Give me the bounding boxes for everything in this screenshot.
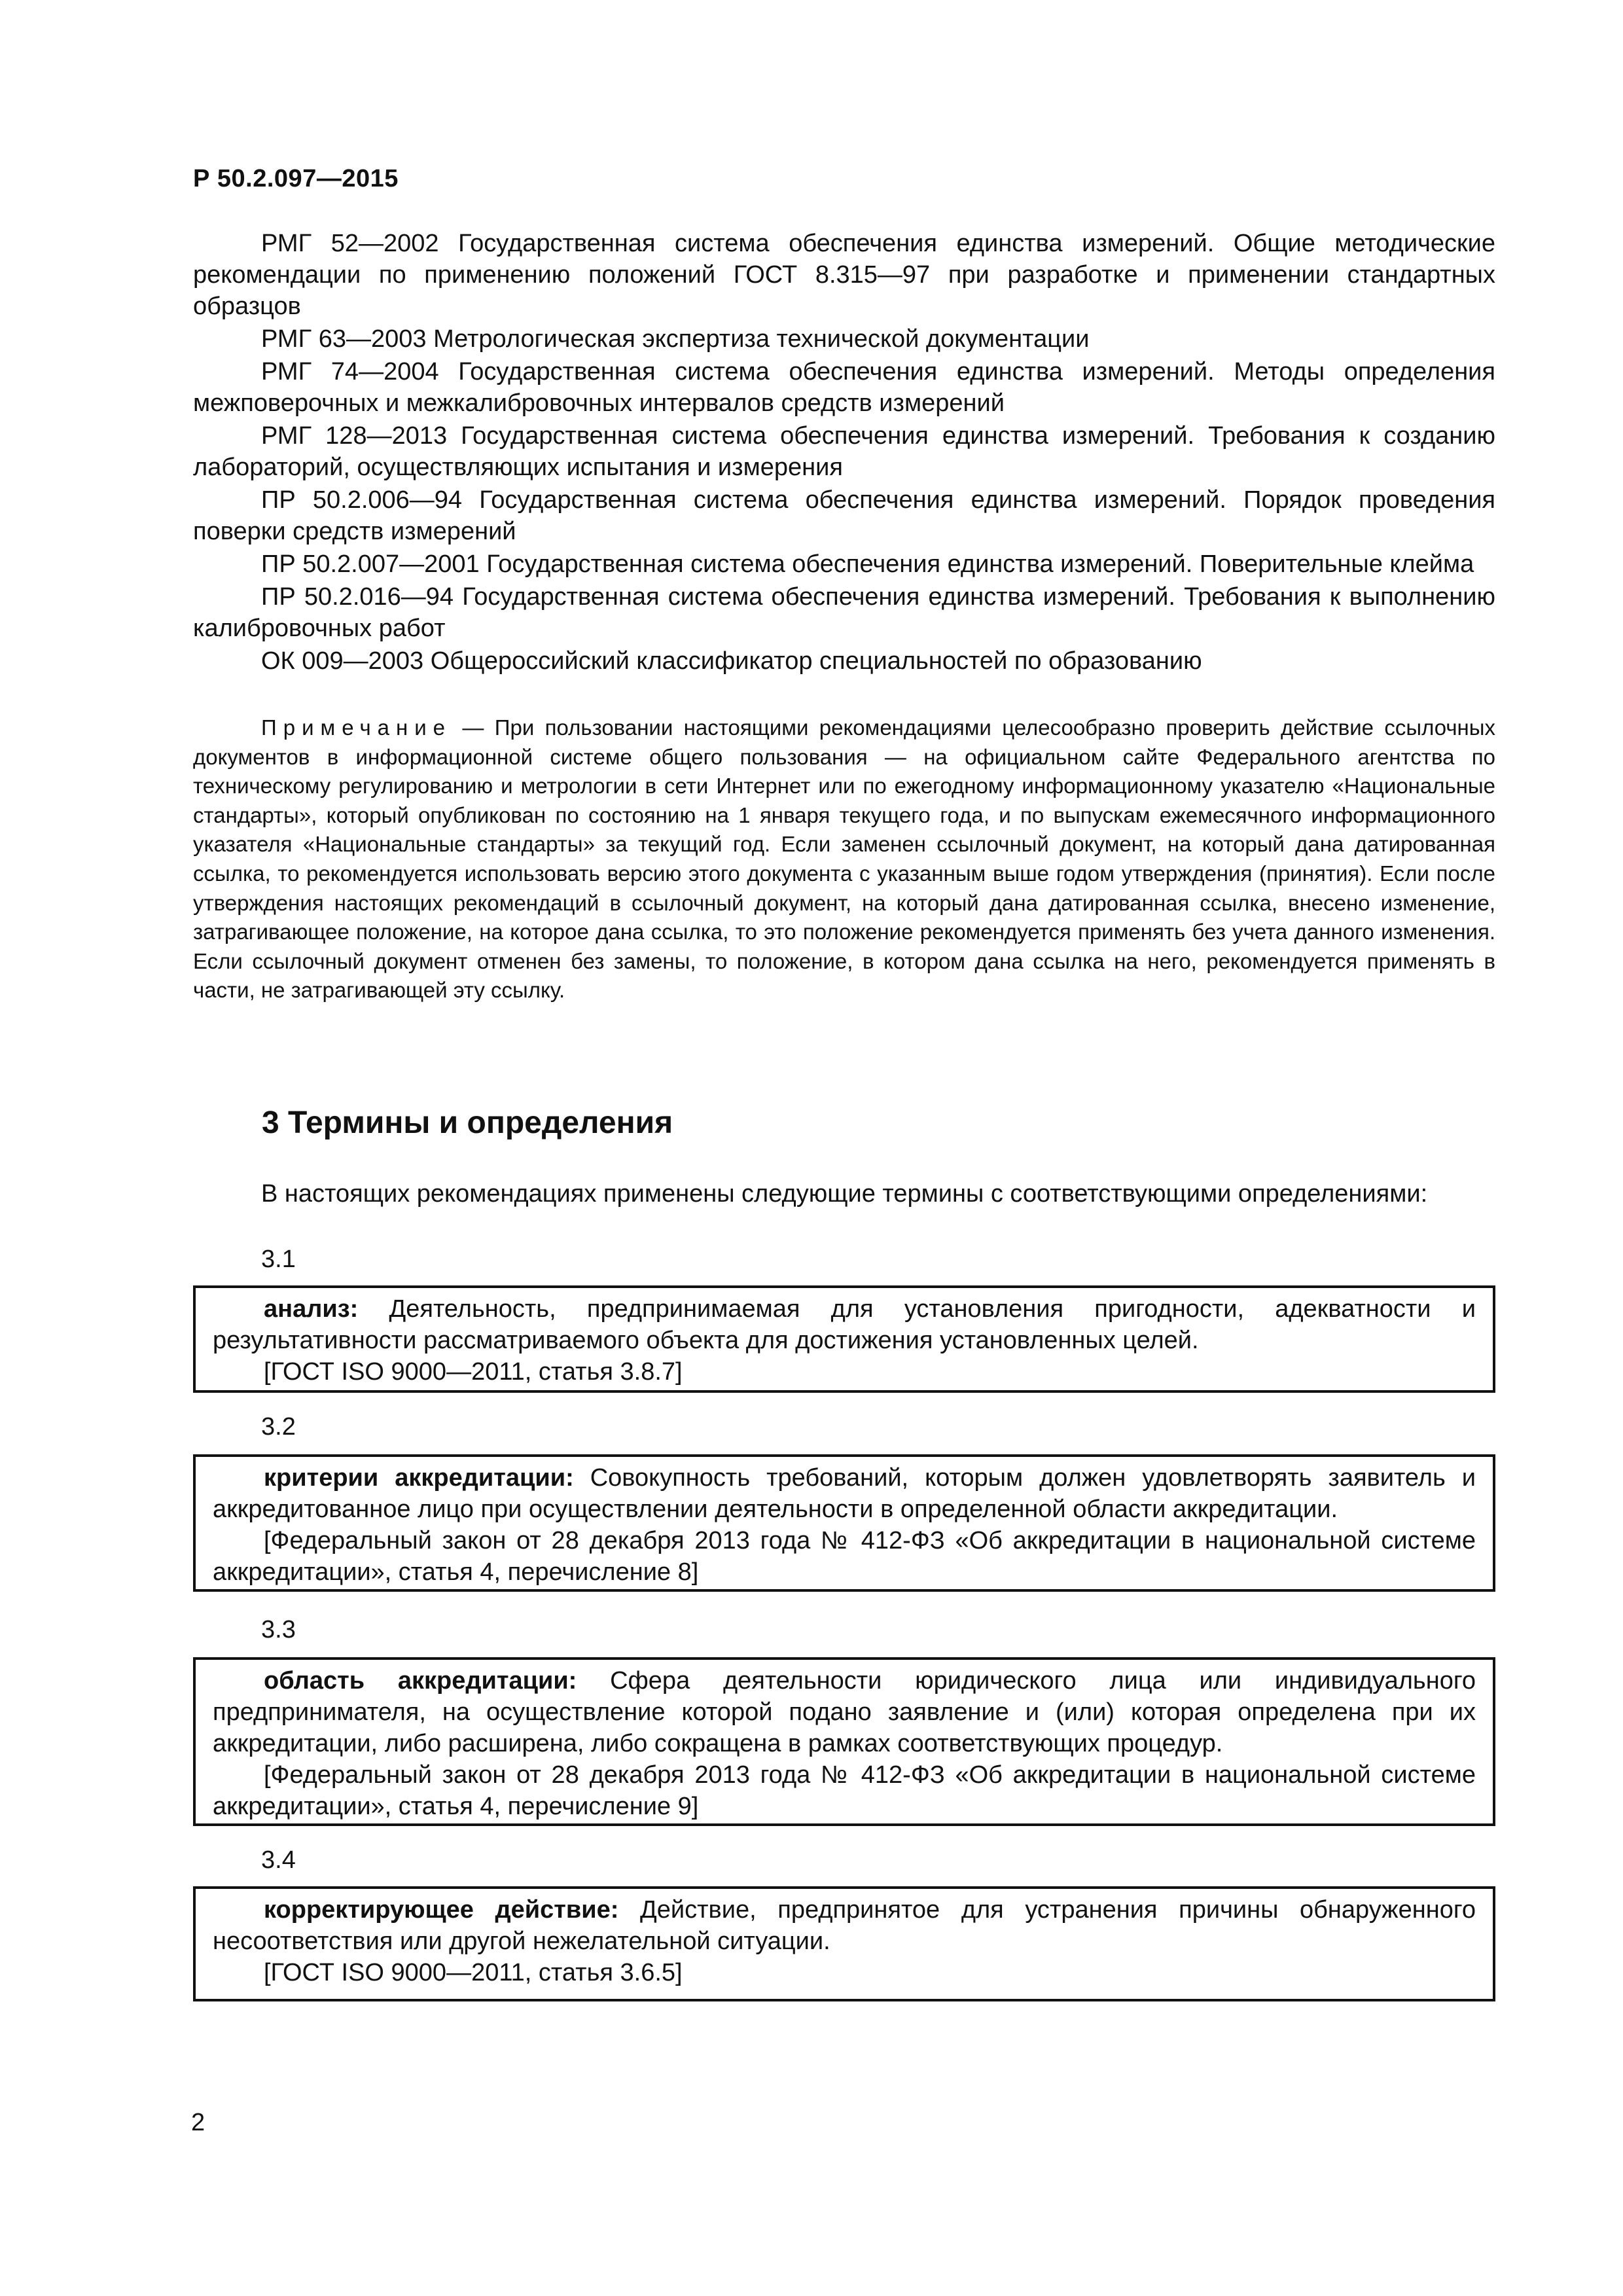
term-word: область аккредитации: — [264, 1667, 577, 1695]
term-number: 3.3 — [261, 1616, 296, 1643]
note-text: — При пользовании настоящими рекомендациями целесообразно проверить действие ссылочных документов в информационной системе общего пользования — на официальном сайте Федерального агентства по техническому регулированию и метрологии в сети Интернет или по ежегодному информационному указателю «Национальные стандарты», который опубликован по состоянию на 1 января текущего года, и по выпускам ежемесячного информационного указателя «Национальные стандарты» за текущий год. Если заменен ссылочный документ, на который дана датированная ссылка, то рекомендуется использовать версию этого документа с указанным выше годом утверждения (принятия). Если после утверждения настоящих рекомендаций в ссылочный документ, на который дана датированная ссылка, внесено изменение, затрагивающее положение, на которое дана ссылка, то это положение рекомендуется применять без учета данного изменения. Если ссылочный документ отменен без замены, то положение, в котором дана ссылка на него, рекомендуется применять в части, не затрагивающей эту ссылку. — [193, 715, 1495, 1003]
note-paragraph — [193, 713, 1495, 1005]
term-word: корректирующее действие: — [264, 1896, 619, 1924]
term-number: 3.2 — [261, 1413, 296, 1441]
normative-references-list — [193, 228, 1495, 678]
term-word: критерии аккредитации: — [264, 1464, 574, 1492]
reference-item: РМГ 128—2013 Государственная система обеспечения единства измерений. Требования к созданию лабораторий, осуществляющих испытания и измерения — [193, 422, 1495, 481]
term-box — [193, 1886, 1495, 2001]
term-source: [ГОСТ ISO 9000—2011, статья 3.8.7] — [264, 1358, 683, 1386]
term-definition-text: Сфера деятельности юридического лица или индивидуального предпринимателя, на осуществление которой подано заявление и (или) которая определена при их аккредитации, либо расширена, либо сокращена в рамках соответствующих процедур. — [213, 1667, 1476, 1757]
term-source: [ГОСТ ISO 9000—2011, статья 3.6.5] — [264, 1959, 683, 1986]
term-definition — [213, 1462, 1476, 1525]
term-source: [Федеральный закон от 28 декабря 2013 года № 412-ФЗ «Об аккредитации в национальной системе аккредитации», статья 4, перечисление 9] — [213, 1761, 1476, 1820]
term-definition — [213, 1894, 1476, 1957]
term-definition-text: Действие, предпринятое для устранения причины обнаруженного несоответствия или другой нежелательной ситуации. — [213, 1896, 1476, 1955]
term-box — [193, 1657, 1495, 1826]
section-intro: В настоящих рекомендациях применены следующие термины с соответствующими определениями: — [261, 1180, 1428, 1208]
reference-item: РМГ 74—2004 Государственная система обеспечения единства измерений. Методы определения межповерочных и межкалибровочных интервалов средств измерений — [193, 358, 1495, 417]
term-source: [Федеральный закон от 28 декабря 2013 года № 412-ФЗ «Об аккредитации в национальной системе аккредитации», статья 4, перечисление 8] — [213, 1527, 1476, 1586]
reference-item: ПР 50.2.006—94 Государственная система обеспечения единства измерений. Порядок проведения поверки средств измерений — [193, 486, 1495, 545]
reference-item: ОК 009—2003 Общероссийский классификатор специальностей по образованию — [261, 647, 1202, 675]
term-definition-text: Совокупность требований, которым должен удовлетворять заявитель и аккредитованное лицо при осуществлении деятельности в определенной области аккредитации. — [213, 1464, 1476, 1523]
note-label: Примечание — [261, 715, 452, 740]
reference-item: РМГ 63—2003 Метрологическая экспертиза технической документации — [261, 325, 1090, 353]
term-definition-text: Деятельность, предпринимаемая для установления пригодности, адекватности и результативности рассматриваемого объекта для достижения установленных целей. — [213, 1295, 1476, 1354]
reference-item: ПР 50.2.016—94 Государственная система обеспечения единства измерений. Требования к выполнению калибровочных работ — [193, 583, 1495, 642]
page-number: 2 — [191, 2109, 205, 2136]
section-title: 3 Термины и определения — [262, 1105, 673, 1140]
reference-item: РМГ 52—2002 Государственная система обеспечения единства измерений. Общие методические рекомендации по применению положений ГОСТ 8.315—97 при разработке и применении стандартных образцов — [193, 230, 1495, 320]
term-box — [193, 1285, 1495, 1393]
term-box — [193, 1454, 1495, 1592]
reference-item: ПР 50.2.007—2001 Государственная система обеспечения единства измерений. Поверительные клейма — [261, 550, 1474, 578]
term-definition — [213, 1293, 1476, 1356]
term-number: 3.4 — [261, 1846, 296, 1874]
term-definition — [213, 1665, 1476, 1759]
term-word: анализ: — [264, 1295, 359, 1323]
term-number: 3.1 — [261, 1246, 296, 1273]
document-code-header: Р 50.2.097—2015 — [193, 165, 399, 192]
